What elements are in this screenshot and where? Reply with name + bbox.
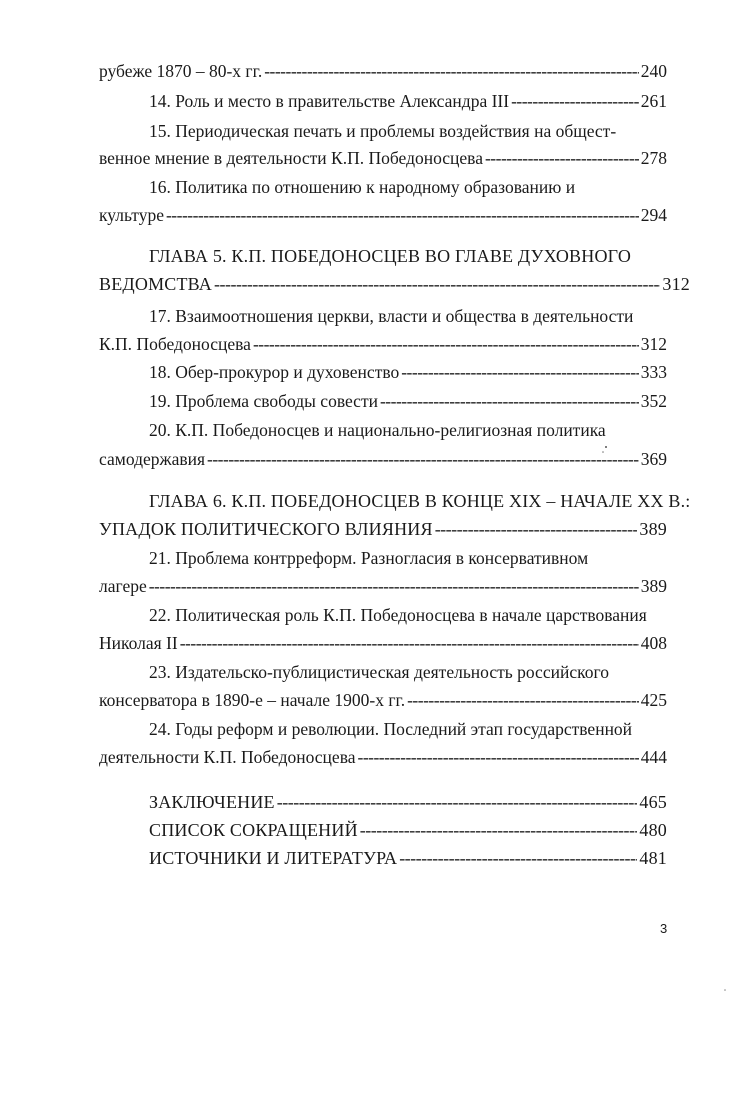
toc-entry-text: рубеже 1870 – 80-х гг. bbox=[99, 61, 263, 81]
toc-entry-page: 444 bbox=[640, 747, 667, 767]
leader-dots bbox=[360, 819, 638, 841]
toc-entry-page: 480 bbox=[639, 820, 667, 840]
toc-entry-text: самодержавия bbox=[99, 449, 206, 469]
toc-entry-15-line2 bbox=[99, 147, 667, 169]
toc-entry-page: 408 bbox=[640, 633, 667, 653]
toc-abbreviations bbox=[149, 819, 667, 841]
toc-entry-15-line1: 15. Периодическая печать и проблемы воздействия на общест- bbox=[149, 121, 617, 141]
toc-entry-text: 18. Обер-прокурор и духовенство bbox=[149, 362, 400, 382]
toc-entry-page: 425 bbox=[640, 690, 667, 710]
chapter-title-text: УПАДОК ПОЛИТИЧЕСКОГО ВЛИЯНИЯ bbox=[99, 519, 433, 539]
leader-dots bbox=[253, 333, 639, 355]
toc-entry-page: 389 bbox=[640, 576, 667, 596]
toc-entry-23-line1: 23. Издательско-публицистическая деятельность российского bbox=[149, 662, 609, 682]
toc-entry-24-line2 bbox=[99, 746, 667, 768]
leader-dots bbox=[435, 518, 638, 540]
toc-entry-page: 465 bbox=[639, 792, 667, 812]
toc-entry-20-line2 bbox=[99, 448, 667, 470]
leader-dots bbox=[264, 60, 639, 82]
toc-sources bbox=[149, 847, 667, 869]
toc-entry-text: культуре bbox=[99, 205, 164, 225]
leader-dots bbox=[180, 632, 639, 654]
toc-entry-18 bbox=[149, 361, 667, 383]
leader-dots bbox=[380, 390, 639, 412]
toc-entry-13-cont bbox=[99, 60, 667, 82]
leader-dots bbox=[214, 273, 660, 295]
toc-entry-page: 240 bbox=[640, 61, 667, 81]
leader-dots bbox=[358, 746, 639, 768]
chapter-5-title-line2 bbox=[99, 273, 690, 295]
toc-entry-text: Николая II bbox=[99, 633, 178, 653]
toc-entry-24-line1: 24. Годы реформ и революции. Последний этап государственной bbox=[149, 719, 633, 739]
chapter-5-title-line1: ГЛАВА 5. К.П. ПОБЕДОНОСЦЕВ ВО ГЛАВЕ ДУХОВНОГО bbox=[149, 246, 632, 266]
chapter-page: 389 bbox=[639, 519, 667, 539]
leader-dots bbox=[277, 791, 638, 813]
toc-entry-text: лагере bbox=[99, 576, 147, 596]
toc-entry-text: ЗАКЛЮЧЕНИЕ bbox=[149, 792, 275, 812]
toc-entry-page: 481 bbox=[639, 848, 667, 868]
leader-dots bbox=[407, 689, 639, 711]
toc-entry-page: 278 bbox=[640, 148, 667, 168]
toc-entry-14 bbox=[149, 90, 667, 112]
toc-entry-17-line1: 17. Взаимоотношения церкви, власти и общества в деятельности bbox=[149, 306, 634, 326]
toc-entry-23-line2 bbox=[99, 689, 667, 711]
leader-dots bbox=[485, 147, 639, 169]
leader-dots bbox=[399, 847, 637, 869]
toc-entry-page: 333 bbox=[640, 362, 667, 382]
page-number: 3 bbox=[660, 921, 668, 936]
toc-entry-page: 369 bbox=[640, 449, 667, 469]
toc-entry-text: 19. Проблема свободы совести bbox=[149, 391, 378, 411]
toc-entry-page: 352 bbox=[640, 391, 667, 411]
leader-dots bbox=[401, 361, 639, 383]
toc-entry-text: 14. Роль и место в правительстве Александра III bbox=[149, 91, 510, 111]
toc-entry-page: 294 bbox=[640, 205, 667, 225]
chapter-6-title-line1: ГЛАВА 6. К.П. ПОБЕДОНОСЦЕВ В КОНЦЕ XIX – НАЧАЛЕ XX В.: bbox=[149, 491, 691, 511]
toc-entry-text: ИСТОЧНИКИ И ЛИТЕРАТУРА bbox=[149, 848, 398, 868]
toc-entry-text: К.П. Победоносцева bbox=[99, 334, 251, 354]
toc-entry-page: 312 bbox=[640, 334, 667, 354]
chapter-6-title-line2 bbox=[99, 518, 667, 540]
toc-entry-17-line2 bbox=[99, 333, 667, 355]
toc-entry-text: СПИСОК СОКРАЩЕНИЙ bbox=[149, 820, 358, 840]
toc-entry-16-line2 bbox=[99, 204, 667, 226]
toc-entry-21-line2 bbox=[99, 575, 667, 597]
toc-entry-page: 261 bbox=[640, 91, 667, 111]
toc-entry-16-line1: 16. Политика по отношению к народному образованию и bbox=[149, 177, 576, 197]
leader-dots bbox=[511, 90, 639, 112]
chapter-page: 312 bbox=[662, 274, 690, 294]
toc-conclusion bbox=[149, 791, 667, 813]
toc-entry-text: венное мнение в деятельности К.П. Победоносцева bbox=[99, 148, 483, 168]
leader-dots bbox=[149, 575, 639, 597]
toc-entry-21-line1: 21. Проблема контрреформ. Разногласия в консервативном bbox=[149, 548, 589, 568]
leader-dots bbox=[166, 204, 639, 226]
leader-dots bbox=[207, 448, 639, 470]
toc-entry-20-line1: 20. К.П. Победоносцев и национально-религиозная политика bbox=[149, 420, 606, 440]
toc-entry-22-line1: 22. Политическая роль К.П. Победоносцева в начале царствования bbox=[149, 605, 647, 625]
toc-entry-text: деятельности К.П. Победоносцева bbox=[99, 747, 356, 767]
toc-entry-text: консерватора в 1890-е – начале 1900-х гг. bbox=[99, 690, 406, 710]
chapter-title-text: ВЕДОМСТВА bbox=[99, 274, 212, 294]
toc-entry-22-line2 bbox=[99, 632, 667, 654]
toc-entry-19 bbox=[149, 390, 667, 412]
